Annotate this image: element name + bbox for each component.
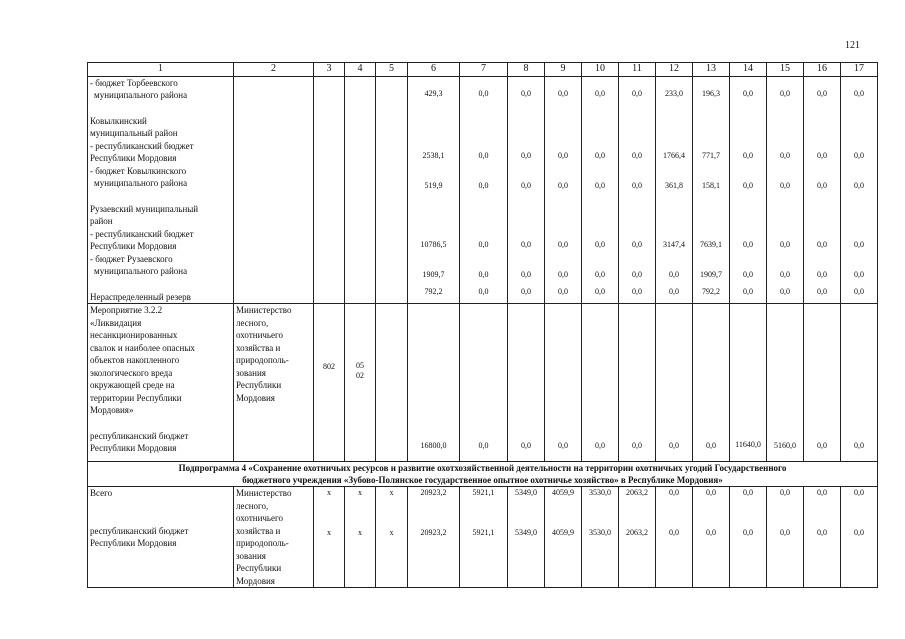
value-cell: 0,0 0,0 [767,487,804,588]
col-header: 16 [804,63,841,77]
value-cell: 0,0 0,0 0,0 0,0 0,0 0,0 [730,76,767,304]
header-row [88,63,878,77]
page-number: 121 [845,40,860,51]
code-cell [345,76,376,304]
value-cell: 11640,0 [730,304,767,462]
measure-label: экологического вреда [90,367,173,378]
measure-label: Мероприятие 3.2.2 [90,305,163,315]
row-label: - бюджет Рузаевского [90,253,173,264]
value-cell: 0,0 0,0 0,0 0,0 0,0 0,0 [582,76,619,304]
responsible-cell: Министерство лесного, охотничьего хозяйства и природополь- зования Республики Мордовия [234,487,314,588]
value-cell: 0,0 0,0 0,0 0,0 0,0 0,0 [804,76,841,304]
table-row [88,304,878,462]
measure-label: объектов накопленного [90,355,180,365]
row-label: республиканский бюджет [90,430,189,441]
row-label: - бюджет Торбеевского [90,77,178,88]
measure-label: Мордовия» [90,405,134,415]
row-label: муниципального района [94,178,188,188]
total-label-cell [88,487,234,588]
value-cell: 0,0 0,0 0,0 0,0 0,0 0,0 [767,76,804,304]
subprogram-title: Подпрограмма 4 «Сохранение охотничьих ресурсов и развитие охотхозяйственной деятельности на территории охотничьих угодий Государственного бюджетного учреждения «Зубово-Полянское государственное опытное охотничье хозяйство» в Республике Мордовия» [88,462,878,487]
district-title: Ковылкинский [90,115,147,126]
value-cell: 5921,1 5921,1 [460,487,508,588]
col-header: 10 [582,63,619,77]
value-cell: 0,0 [693,304,730,462]
measure-label: территории Республики [90,392,182,403]
code-cell [376,304,408,462]
value-cell: 196,3 771,7 158,1 7639,1 1909,7 792,2 [693,76,730,304]
row-label: республиканский бюджет [90,525,189,536]
responsible-cell [234,76,314,304]
col-header: 7 [460,63,508,77]
col-header: 11 [619,63,656,77]
district-title: район [90,216,113,226]
row-label: - бюджет Ковылкинского [90,165,187,176]
value-cell: 2063,2 2063,2 [619,487,656,588]
value-cell: 0,0 0,0 [693,487,730,588]
value-cell: 0,0 0,0 [656,487,693,588]
row-label: Нераспределенный резерв [90,291,191,302]
subprogram-row [88,462,878,487]
value-cell: 0,0 [582,304,619,462]
code-cell: 05 02 [345,304,376,462]
value-cell: 0,0 0,0 [841,487,878,588]
value-cell: 0,0 0,0 [730,487,767,588]
col-header: 1 [88,63,234,77]
code-cell: x x [345,487,376,588]
row-label: муниципального района [94,90,188,100]
responsible-cell: Министерство лесного, охотничьего хозяйства и природополь- зования Республики Мордовия [234,304,314,462]
value-cell: 0,0 [804,304,841,462]
code-cell [376,76,408,304]
value-cell: 0,0 [841,304,878,462]
code-cell [314,76,345,304]
value-cell: 0,0 0,0 0,0 0,0 0,0 0,0 [460,76,508,304]
row-label: Республики Мордовия [90,443,177,453]
row-label: Республики Мордовия [90,241,177,251]
measure-label: несанкционированных [90,330,178,340]
col-header: 9 [545,63,582,77]
value-cell: 233,0 1766,4 361,8 3147,4 0,0 0,0 [656,76,693,304]
value-cell: 0,0 [545,304,582,462]
district-title: Рузаевский муниципальный [90,203,199,214]
col-header: 8 [508,63,545,77]
code-cell: 802 [314,304,345,462]
col-header: 15 [767,63,804,77]
value-cell: 0,0 [460,304,508,462]
col-header: 14 [730,63,767,77]
value-cell: 0,0 0,0 0,0 0,0 0,0 0,0 [508,76,545,304]
value-cell: 0,0 0,0 0,0 0,0 0,0 0,0 [619,76,656,304]
value-cell: 429,3 2538,1 519,9 10786,5 1909,7 792,2 [408,76,460,304]
table-row [88,76,878,304]
code-cell: x x [376,487,408,588]
col-header: 5 [376,63,408,77]
measure-label: окружающей среде на [90,380,175,390]
value-cell: 0,0 [508,304,545,462]
value-cell: 3530,0 3530,0 [582,487,619,588]
value-cell: 20923,2 20923,2 [408,487,460,588]
col-header: 13 [693,63,730,77]
col-header: 6 [408,63,460,77]
col-header: 12 [656,63,693,77]
table-row [88,487,878,588]
row-label: Республики Мордовия [90,153,177,163]
measure-label: свалок и наиболее опасных [90,342,195,353]
value-cell: 4059,9 4059,9 [545,487,582,588]
value-cell: 0,0 0,0 0,0 0,0 0,0 0,0 [841,76,878,304]
value-cell: 0,0 0,0 [804,487,841,588]
value-cell: 0,0 [619,304,656,462]
col-header: 17 [841,63,878,77]
col-header: 4 [345,63,376,77]
value-cell: 5160,0 [767,304,804,462]
row-label: Республики Мордовия [90,538,177,548]
row-label: - республиканский бюджет [90,140,194,151]
row-label: - республиканский бюджет [90,228,194,239]
col-header: 2 [234,63,314,77]
value-cell: 5349,0 5349,0 [508,487,545,588]
row-label: Всего [90,488,113,498]
measure-label: «Ликвидация [90,317,142,328]
row-label: муниципального района [94,266,188,276]
measure-label-cell [88,304,234,462]
col-header: 3 [314,63,345,77]
budget-table [87,62,878,588]
value-cell: 0,0 [656,304,693,462]
code-cell: x x [314,487,345,588]
value-cell: 16800,0 [408,304,460,462]
district-title: муниципальный район [90,128,178,138]
value-cell: 0,0 0,0 0,0 0,0 0,0 0,0 [545,76,582,304]
row-label-cell [88,76,234,304]
